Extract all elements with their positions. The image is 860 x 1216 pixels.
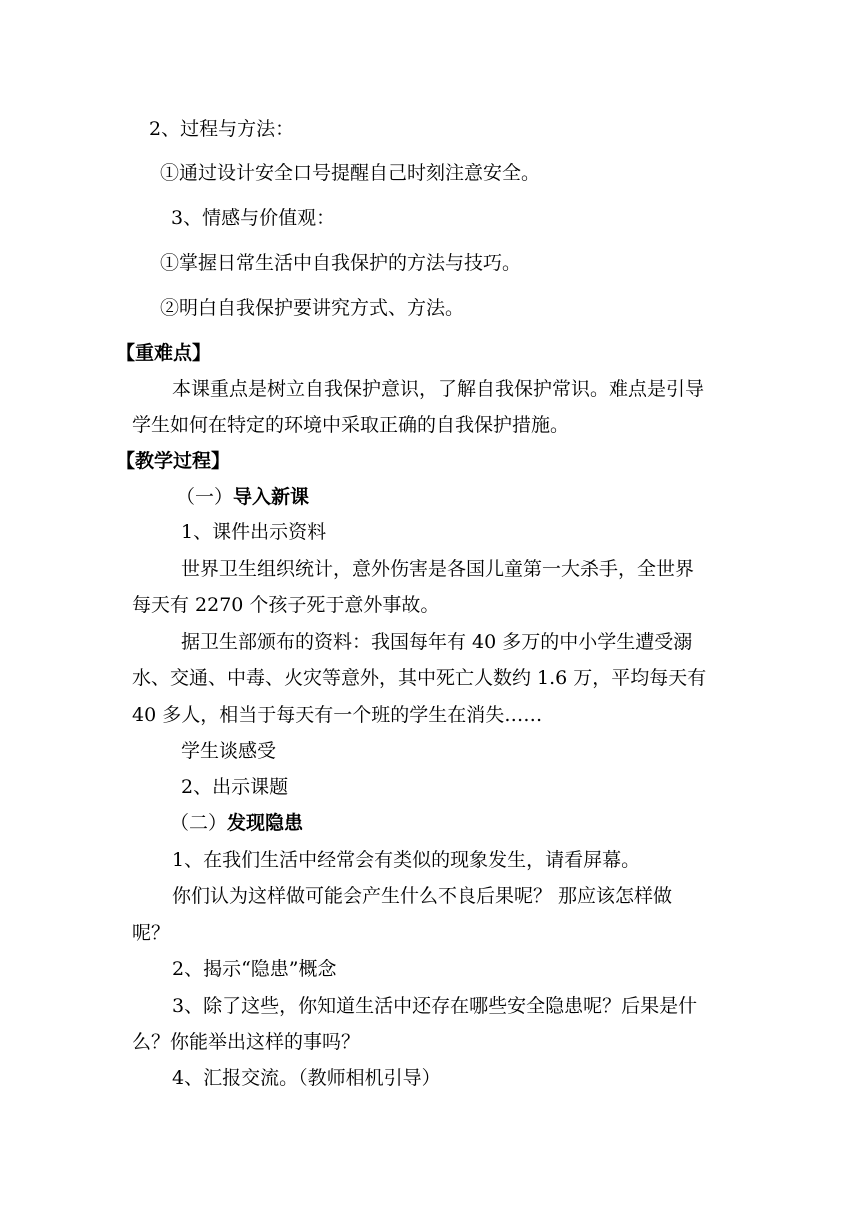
paragraph-line: 学生如何在特定的环境中采取正确的自我保护措施。 [132, 414, 570, 436]
paragraph-line: 水、交通、中毒、火灾等意外，其中死亡人数约 1.6 万，平均每天有 [132, 667, 707, 689]
subheading-intro-new-lesson [176, 485, 309, 509]
paragraph-line: 么？你能举出这样的事吗？ [132, 1031, 361, 1053]
subheading-discover-hazards [170, 811, 303, 835]
paragraph-line: 本课重点是树立自我保护意识，了解自我保护常识。难点是引导 [172, 378, 705, 400]
paragraph-line: 1、在我们生活中经常会有类似的现象发生，请看屏幕。 [172, 849, 641, 871]
paragraph-line: 2、揭示“隐患”概念 [172, 958, 337, 980]
section-heading-emotion-values: 3、情感与价值观： [171, 207, 336, 229]
subheading-title: 发现隐患 [227, 812, 304, 834]
section-heading-process-methods: 2、过程与方法： [149, 118, 295, 140]
paragraph-line: 每天有 2270 个孩子死于意外事故。 [132, 594, 440, 616]
list-item: ①掌握日常生活中自我保护的方法与技巧。 [160, 252, 522, 274]
paragraph-line: 2、出示课题 [181, 776, 289, 798]
list-item: ②明白自我保护要讲究方式、方法。 [160, 297, 465, 319]
heading-key-difficulties: 【重难点】 [116, 342, 212, 364]
subheading-prefix: （二） [170, 812, 228, 834]
paragraph-line: 世界卫生组织统计，意外伤害是各国儿童第一大杀手，全世界 [181, 558, 695, 580]
subheading-title: 导入新课 [233, 486, 310, 508]
paragraph-line: 你们认为这样做可能会产生什么不良后果呢？ 那应该怎样做 [172, 885, 673, 907]
heading-teaching-process: 【教学过程】 [116, 450, 231, 472]
paragraph-line: 4、汇报交流。（教师相机引导） [172, 1067, 441, 1089]
list-item: ①通过设计安全口号提醒自己时刻注意安全。 [160, 162, 541, 184]
paragraph-line: 呢？ [132, 922, 171, 944]
paragraph-line: 学生谈感受 [181, 740, 277, 762]
paragraph-line: 40 多人，相当于每天有一个班的学生在消失…… [132, 704, 543, 726]
subheading-prefix: （一） [176, 486, 234, 508]
paragraph-line: 1、课件出示资料 [181, 521, 327, 543]
paragraph-line: 3、除了这些，你知道生活中还存在哪些安全隐患呢？后果是什 [172, 995, 698, 1017]
paragraph-line: 据卫生部颁布的资料：我国每年有 40 多万的中小学生遭受溺 [181, 631, 693, 653]
